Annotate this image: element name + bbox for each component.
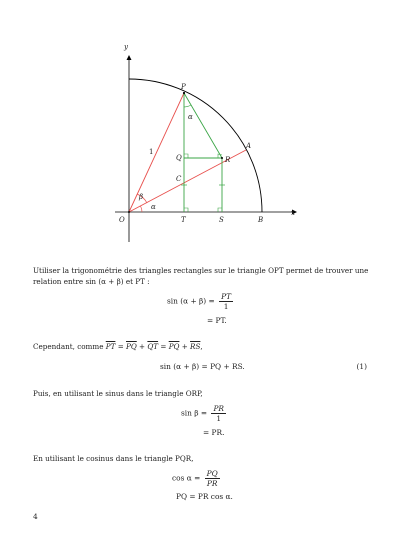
unit-circle-diagram (0, 0, 400, 245)
p2-qt: $\overline{QT}$ (147, 342, 159, 351)
eq3-fraction (211, 404, 226, 423)
label-S: S (219, 216, 224, 224)
equation-sin-beta-line2: = PR. (203, 428, 225, 437)
p2-prefix: Cependant, comme (33, 342, 104, 351)
p2-eq2: = (160, 342, 167, 351)
label-P: P (181, 83, 186, 91)
point-P (183, 92, 185, 94)
eq3-numerator: PR (213, 404, 224, 413)
equation-sin-sum-line2: = PT. (207, 316, 227, 325)
label-R: R (225, 156, 231, 164)
paragraph-opt: Utiliser la trigonométrie des triangles rectangles sur le triangle OPT permet de trouver une relation entre sin (α + β) et PT : (33, 266, 369, 286)
y-axis-arrow (127, 55, 132, 60)
equation-1: sin (α + β) = PQ + RS. (160, 362, 245, 371)
segment-PR (184, 93, 222, 158)
point-O (128, 211, 130, 213)
label-T: T (181, 216, 186, 224)
label-B: B (258, 216, 264, 224)
right-angle-t (184, 208, 188, 212)
p2-end: , (200, 342, 203, 351)
eq4-fraction (205, 469, 220, 488)
label-A: A (246, 142, 252, 150)
equation-cos-alpha (172, 469, 222, 488)
p2-pq: $\overline{PQ}$ (126, 342, 137, 351)
label-O: O (119, 216, 125, 224)
equation-number-1: (1) (356, 362, 367, 371)
paragraph-cosinus: En utilisant le cosinus dans le triangle PQR, (33, 454, 194, 463)
eq3-denominator: 1 (216, 414, 222, 423)
label-Q: Q (176, 154, 182, 162)
p2-plus1: + (139, 342, 146, 351)
paragraph-sinus: Puis, en utilisant le sinus dans le triangle ORP, (33, 389, 203, 398)
paragraph-comme (33, 342, 369, 353)
label-beta: β (139, 193, 144, 201)
label-y-axis: y (124, 43, 128, 51)
p2-plus2: + (181, 342, 188, 351)
eq1-denominator: 1 (223, 302, 229, 311)
equation-sin-beta (181, 404, 228, 423)
trig-figure (0, 0, 400, 245)
label-C: C (176, 175, 182, 183)
alpha-arc-p (184, 105, 191, 107)
p2-rs: $\overline{RS}$ (190, 342, 201, 351)
label-alpha-top: α (188, 113, 193, 121)
right-angle-s (218, 208, 222, 212)
eq4-lhs: cos α = (172, 473, 201, 483)
unit-circle-arc (129, 79, 262, 212)
eq1-fraction (219, 292, 233, 311)
eq3-lhs: sin β = (181, 408, 208, 418)
p2-pt: $\overline{PT}$ (105, 342, 116, 351)
eq4-denominator: PR (206, 479, 218, 488)
label-alpha-bottom: α (151, 203, 156, 211)
eq1-lhs: sin (α + β) = (167, 296, 215, 306)
p2-pq2: $\overline{PQ}$ (168, 342, 180, 351)
label-one: 1 (149, 148, 154, 156)
label-x-axis: x (291, 209, 295, 217)
eq4-numerator: PQ (206, 469, 218, 478)
page-number: 4 (33, 512, 38, 521)
p2-eq1: = (117, 342, 124, 351)
point-R (221, 157, 223, 159)
right-angle-q (184, 154, 188, 158)
alpha-arc-origin (141, 206, 143, 212)
equation-cos-alpha-line2: PQ = PR cos α. (176, 492, 233, 501)
eq1-numerator: PT (221, 292, 231, 301)
equation-sin-sum (167, 292, 235, 311)
